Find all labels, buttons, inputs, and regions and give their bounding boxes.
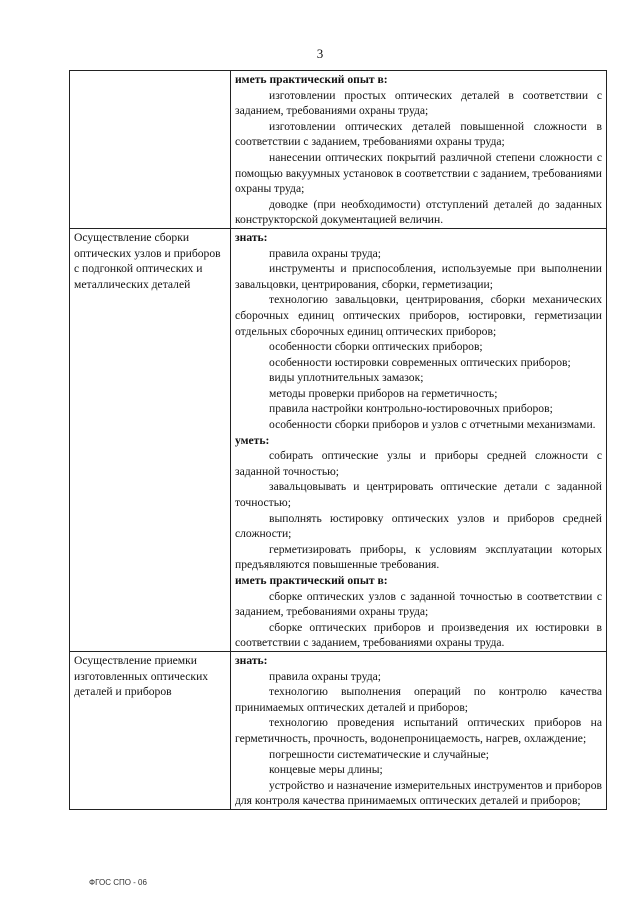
requirement-item: правила охраны труда; xyxy=(269,669,381,683)
requirement-item: особенности сборки приборов и узлов с отчетными механизмами. xyxy=(269,418,596,432)
footer-label: ФГОС СПО - 06 xyxy=(89,878,147,887)
requirement-item: правила охраны труда; xyxy=(269,246,381,260)
requirement-item: виды уплотнительных замазок; xyxy=(269,371,424,385)
table-row xyxy=(70,71,607,229)
requirement-item: устройство и назначение измерительных инструментов и приборов для контроля качества принимаемых оптических деталей и приборов; xyxy=(235,778,602,808)
requirement-item: технологию завальцовки, центрирования, сборки механических сборочных единиц оптических приборов, юстировки, герметизации отдельных сборочных единиц оптических приборов; xyxy=(235,293,602,338)
requirement-item: доводке (при необходимости) отступлений деталей до заданных конструкторской документацией величин. xyxy=(235,197,602,227)
activity-cell: Осуществление приемки изготовленных оптических деталей и приборов xyxy=(70,651,231,809)
requirement-heading: уметь: xyxy=(235,433,270,447)
requirement-item: правила настройки контрольно-юстировочных приборов; xyxy=(269,402,553,416)
requirement-item: нанесении оптических покрытий различной степени сложности с помощью вакуумных установок в соответствии с заданием, требованиями охраны труда; xyxy=(235,150,602,196)
requirement-item: технологию проведения испытаний оптических приборов на герметичность, прочность, водонепроницаемость, нагрев, охлаждение; xyxy=(235,716,602,745)
requirement-item: сборке оптических приборов и произведения их юстировки в соответствии с заданием, требованиями охраны труда. xyxy=(235,620,602,650)
requirement-item: выполнять юстировку оптических узлов и приборов средней сложности; xyxy=(235,511,602,541)
requirements-cell xyxy=(231,71,607,229)
requirement-item: изготовлении простых оптических деталей в соответствии с заданием, требованиями охраны труда; xyxy=(235,88,602,118)
requirement-item: особенности юстировки современных оптических приборов; xyxy=(269,355,571,369)
activity-cell: Осуществление сборки оптических узлов и приборов с подгонкой оптических и металлических деталей xyxy=(70,228,231,651)
requirement-item: собирать оптические узлы и приборы средней сложности с заданной точностью; xyxy=(235,449,602,478)
page-number: 3 xyxy=(316,46,324,61)
requirement-item: концевые меры длины; xyxy=(269,763,383,777)
requirement-heading: знать: xyxy=(235,653,268,667)
requirement-heading: иметь практический опыт в: xyxy=(235,574,388,587)
requirement-item: герметизировать приборы, к условиям эксплуатации которых предъявляются повышенные требования. xyxy=(235,542,602,572)
requirement-item: изготовлении оптических деталей повышенной сложности в соответствии с заданием, требованиями охраны труда; xyxy=(235,119,602,149)
table-row xyxy=(70,651,607,809)
activity-cell xyxy=(70,71,231,229)
requirements-cell xyxy=(231,228,607,651)
requirement-heading: знать: xyxy=(235,230,268,244)
requirement-item: методы проверки приборов на герметичность; xyxy=(269,386,498,400)
competency-table-body xyxy=(70,71,607,810)
requirement-item: технологию выполнения операций по контролю качества принимаемых оптических деталей и приборов; xyxy=(235,685,602,714)
table-row xyxy=(70,228,607,651)
requirement-item: инструменты и приспособления, используемые при выполнении завальцовки, центрирования, сборки, герметизации; xyxy=(235,262,602,291)
competency-table xyxy=(69,70,607,810)
requirements-cell xyxy=(231,651,607,809)
requirement-item: сборке оптических узлов с заданной точностью в соответствии с заданием, требованиями охраны труда; xyxy=(235,589,602,619)
requirement-item: особенности сборки оптических приборов; xyxy=(269,340,483,354)
requirement-item: погрешности систематические и случайные; xyxy=(269,747,489,761)
requirement-item: завальцовывать и центрировать оптические детали с заданной точностью; xyxy=(235,480,602,510)
requirement-heading: иметь практический опыт в: xyxy=(235,73,388,86)
